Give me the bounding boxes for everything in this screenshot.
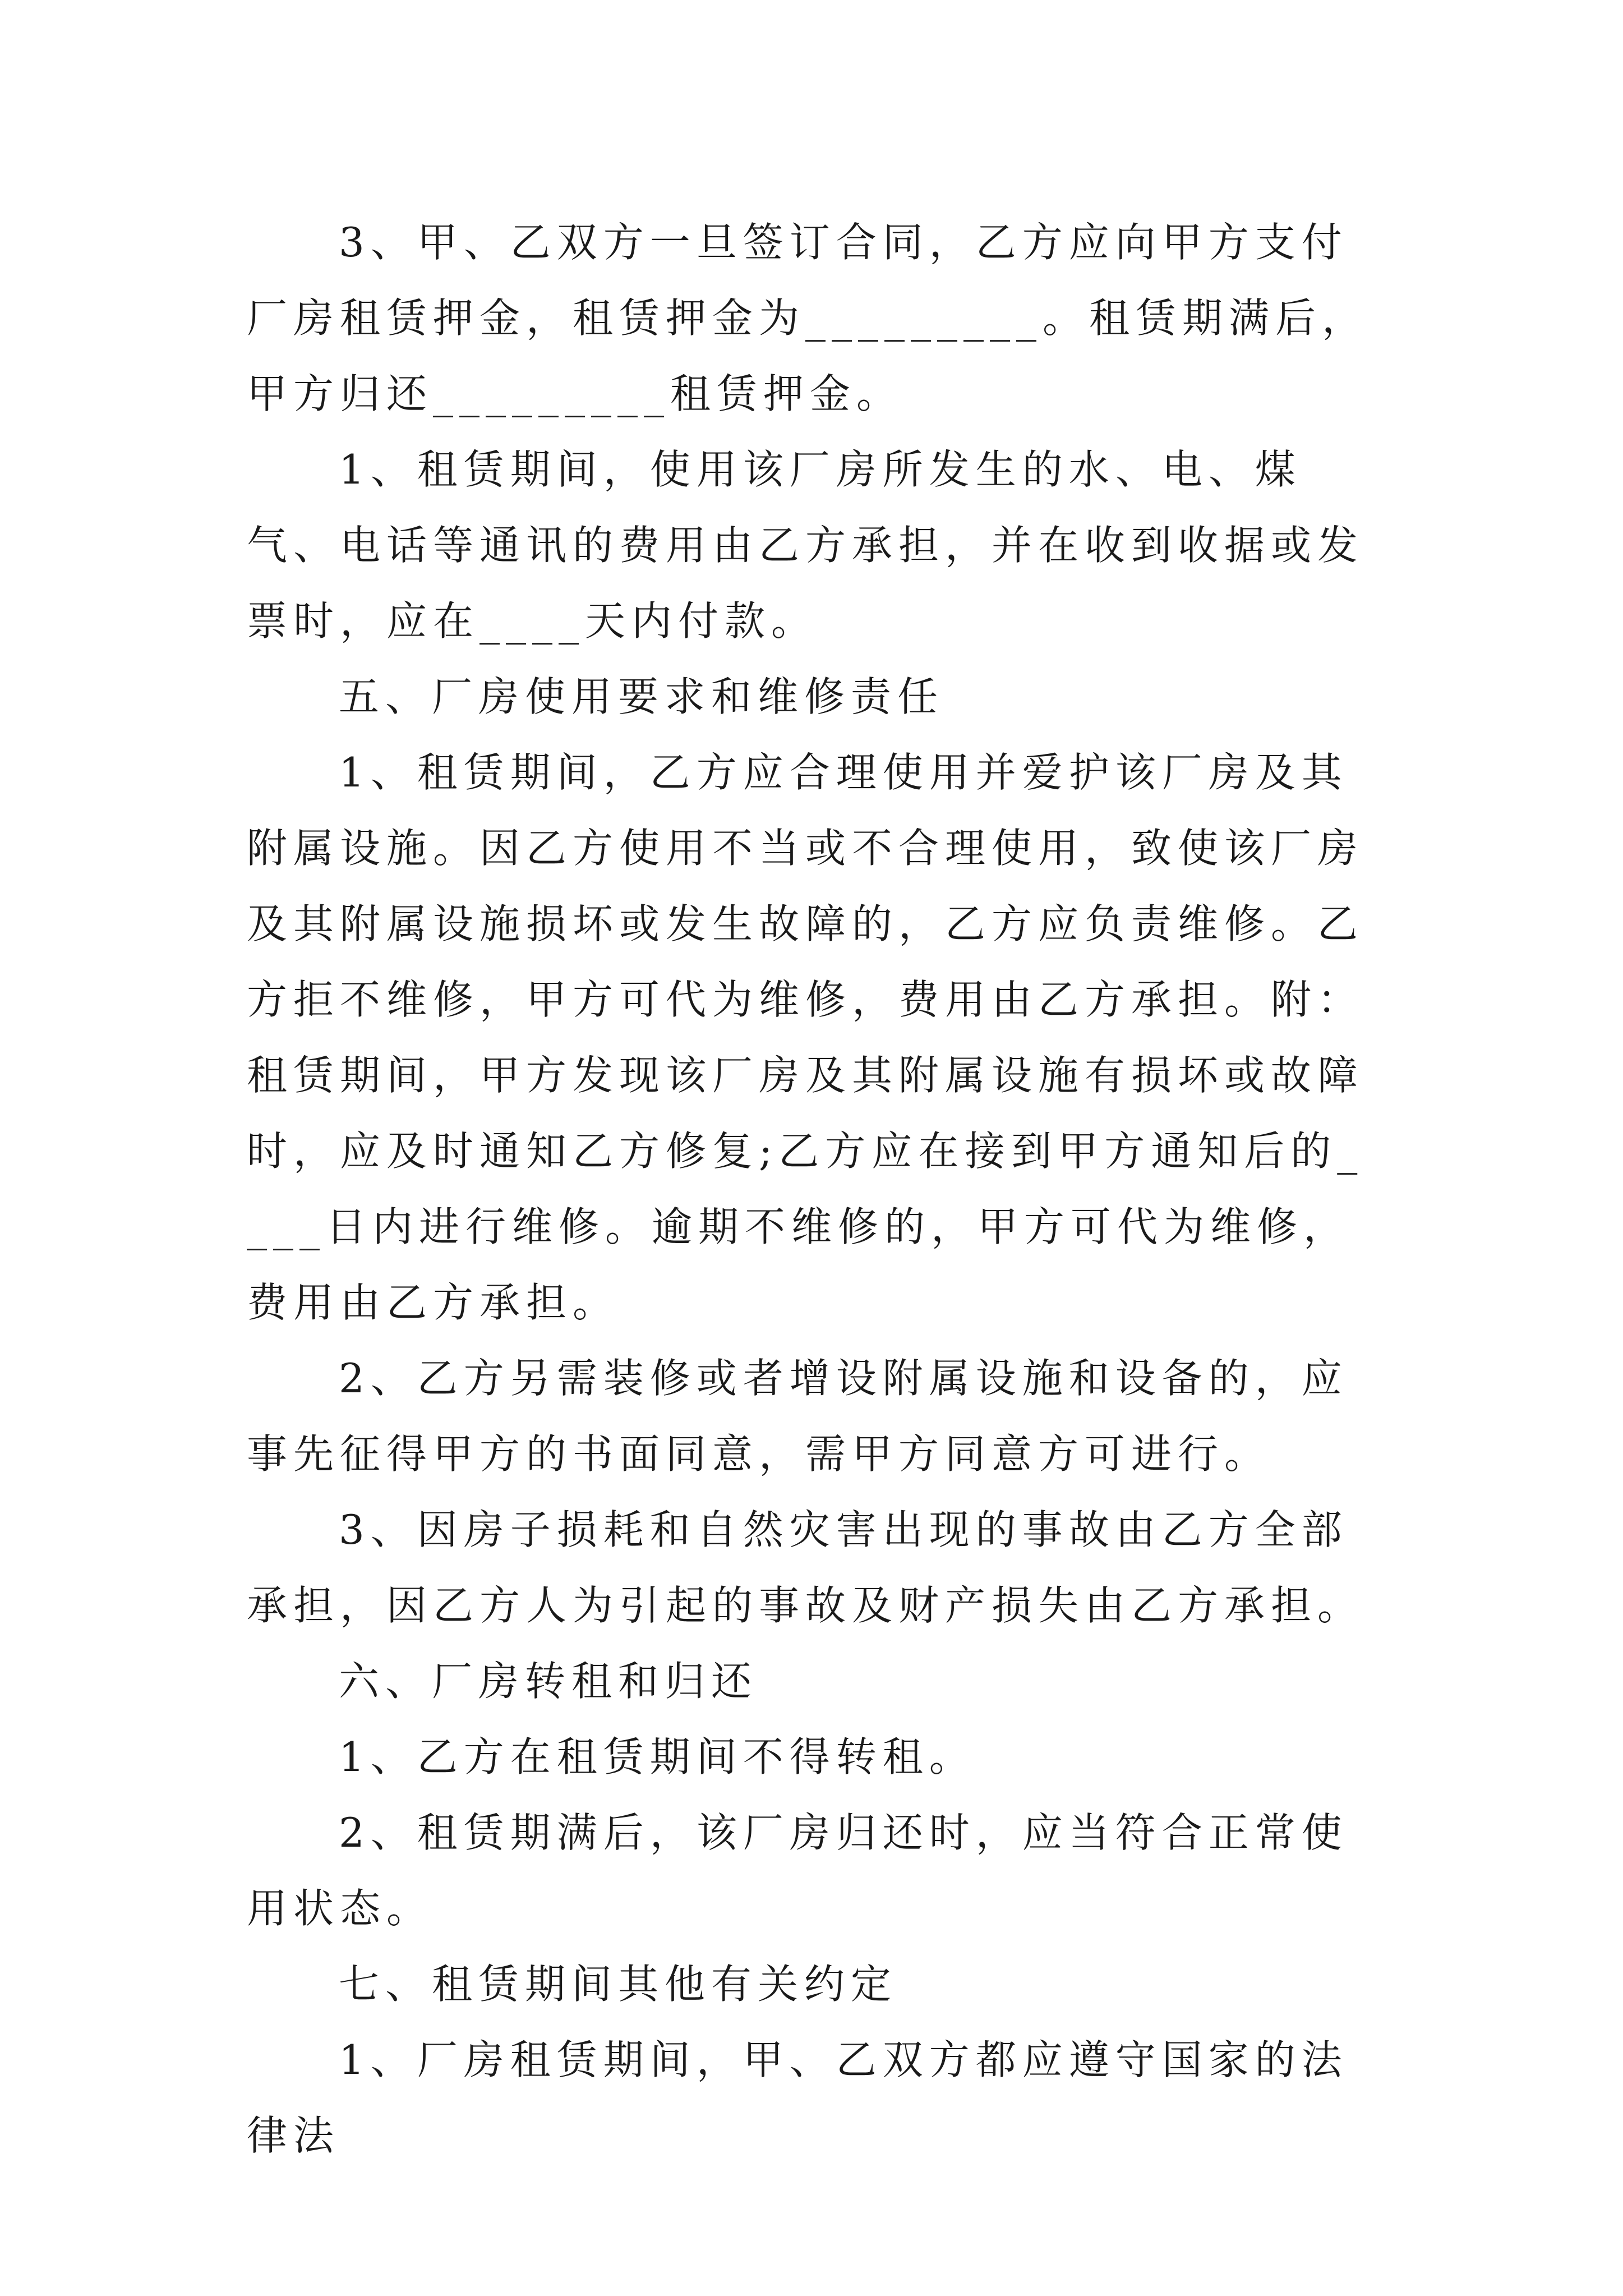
- paragraph-return: 2、租赁期满后，该厂房归还时，应当符合正常使用状态。: [247, 1809, 1348, 1932]
- paragraph-maintenance-2: 2、乙方另需装修或者增设附属设施和设备的，应事先征得甲方的书面同意，需甲方同意方可进行。: [247, 1355, 1348, 1478]
- document-body: [247, 205, 1387, 2174]
- paragraph-maintenance-1: 1、租赁期间，乙方应合理使用并爱护该厂房及其附属设施。因乙方使用不当或不合理使用，致使该厂房及其附属设施损坏或发生故障的，乙方应负责维修。乙方拒不维修，甲方可代为维修，费用由乙方承担。附：租赁期间，甲方发现该厂房及其附属设施有损坏或故障时，应及时通知乙方修复;乙方应在接到甲方通知后的____日内进行维修。逾期不维修的，甲方可代为维修，费用由乙方承担。: [247, 749, 1364, 1326]
- paragraph-laws: 1、厂房租赁期间，甲、乙双方都应遵守国家的法律法: [247, 2036, 1348, 2159]
- paragraph-maintenance-3: 3、因房子损耗和自然灾害出现的事故由乙方全部承担，因乙方人为引起的事故及财产损失由乙方承担。: [247, 1506, 1364, 1629]
- paragraph-utilities: 1、租赁期间，使用该厂房所发生的水、电、煤气、电话等通讯的费用由乙方承担，并在收到收据或发票时，应在____天内付款。: [247, 446, 1364, 645]
- paragraph-deposit: 3、甲、乙双方一旦签订合同，乙方应向甲方支付厂房租赁押金，租赁押金为_________。租赁期满后，甲方归还_________租赁押金。: [247, 219, 1369, 417]
- section-heading-usage-maintenance: 五、厂房使用要求和维修责任: [339, 673, 944, 720]
- section-heading-other-terms: 七、租赁期间其他有关约定: [339, 1961, 898, 2008]
- paragraph-sublet: 1、乙方在租赁期间不得转租。: [339, 1733, 976, 1780]
- section-heading-sublet-return: 六、厂房转租和归还: [339, 1658, 758, 1705]
